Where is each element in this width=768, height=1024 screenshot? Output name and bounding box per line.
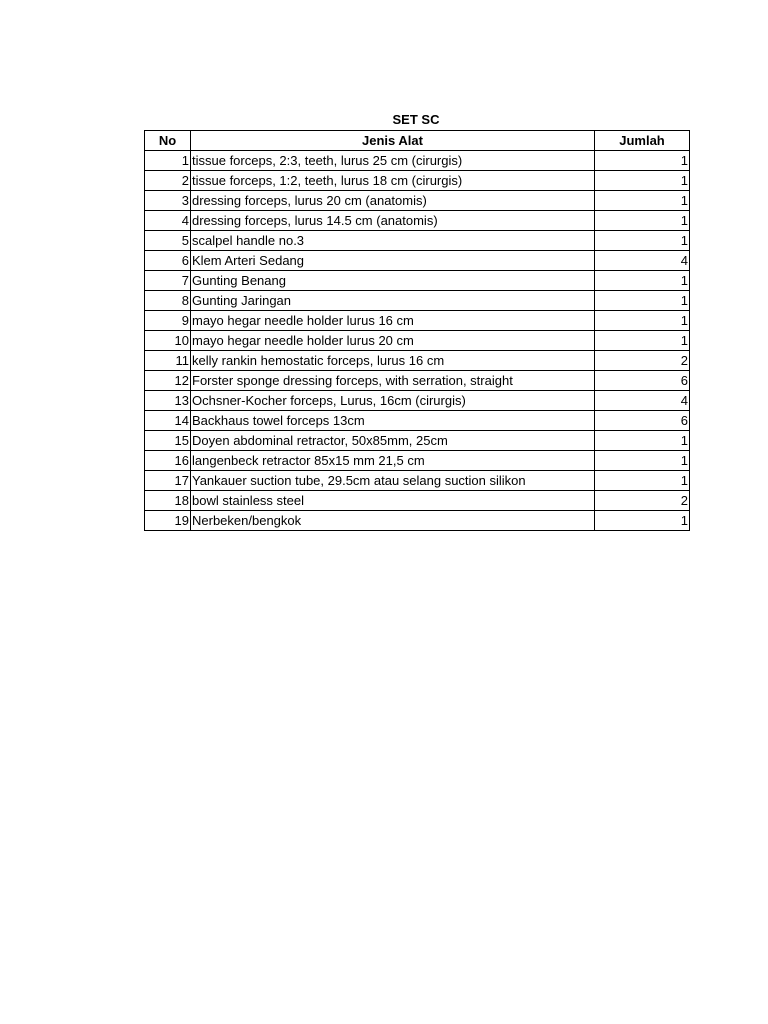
- item-qty-cell: 1: [595, 511, 690, 531]
- item-name-cell: Gunting Benang: [191, 271, 595, 291]
- table-row: [145, 151, 690, 171]
- row-number-cell: 2: [145, 171, 191, 191]
- item-qty-cell: 4: [595, 251, 690, 271]
- row-number-cell: 12: [145, 371, 191, 391]
- table-row: [145, 391, 690, 411]
- item-qty-cell: 1: [595, 211, 690, 231]
- row-number-cell: 6: [145, 251, 191, 271]
- item-name-cell: Gunting Jaringan: [191, 291, 595, 311]
- item-qty-cell: 1: [595, 151, 690, 171]
- table-row: [145, 251, 690, 271]
- item-name-cell: dressing forceps, lurus 20 cm (anatomis): [191, 191, 595, 211]
- item-qty-cell: 1: [595, 451, 690, 471]
- item-qty-cell: 1: [595, 431, 690, 451]
- table-row: [145, 411, 690, 431]
- row-number-cell: 8: [145, 291, 191, 311]
- table-row: [145, 191, 690, 211]
- table-row: [145, 471, 690, 491]
- table-row: [145, 511, 690, 531]
- table-row: [145, 311, 690, 331]
- item-name-cell: mayo hegar needle holder lurus 20 cm: [191, 331, 595, 351]
- table-header-row: [145, 131, 690, 151]
- table-row: [145, 331, 690, 351]
- item-name-cell: tissue forceps, 2:3, teeth, lurus 25 cm (cirurgis): [191, 151, 595, 171]
- row-number-cell: 1: [145, 151, 191, 171]
- table-row: [145, 351, 690, 371]
- item-qty-cell: 2: [595, 491, 690, 511]
- row-number-cell: 7: [145, 271, 191, 291]
- item-name-cell: tissue forceps, 1:2, teeth, lurus 18 cm (cirurgis): [191, 171, 595, 191]
- item-qty-cell: 6: [595, 371, 690, 391]
- row-number-cell: 9: [145, 311, 191, 331]
- item-name-cell: bowl stainless steel: [191, 491, 595, 511]
- item-qty-cell: 1: [595, 311, 690, 331]
- row-number-cell: 18: [145, 491, 191, 511]
- item-name-cell: Ochsner-Kocher forceps, Lurus, 16cm (cirurgis): [191, 391, 595, 411]
- row-number-cell: 16: [145, 451, 191, 471]
- table-row: [145, 491, 690, 511]
- item-qty-cell: 1: [595, 271, 690, 291]
- item-name-cell: Nerbeken/bengkok: [191, 511, 595, 531]
- row-number-cell: 5: [145, 231, 191, 251]
- item-qty-cell: 1: [595, 231, 690, 251]
- table-body: [145, 151, 690, 531]
- instrument-table: [144, 130, 690, 531]
- row-number-cell: 17: [145, 471, 191, 491]
- column-header-qty: Jumlah: [595, 131, 690, 151]
- row-number-cell: 11: [145, 351, 191, 371]
- item-qty-cell: 6: [595, 411, 690, 431]
- item-qty-cell: 1: [595, 331, 690, 351]
- table-row: [145, 231, 690, 251]
- item-name-cell: scalpel handle no.3: [191, 231, 595, 251]
- item-qty-cell: 1: [595, 471, 690, 491]
- item-qty-cell: 4: [595, 391, 690, 411]
- item-name-cell: Backhaus towel forceps 13cm: [191, 411, 595, 431]
- item-name-cell: dressing forceps, lurus 14.5 cm (anatomis): [191, 211, 595, 231]
- column-header-no: No: [145, 131, 191, 151]
- item-qty-cell: 1: [595, 291, 690, 311]
- row-number-cell: 15: [145, 431, 191, 451]
- item-name-cell: Forster sponge dressing forceps, with serration, straight: [191, 371, 595, 391]
- item-name-cell: Klem Arteri Sedang: [191, 251, 595, 271]
- item-qty-cell: 1: [595, 171, 690, 191]
- table-row: [145, 371, 690, 391]
- table-row: [145, 211, 690, 231]
- row-number-cell: 3: [145, 191, 191, 211]
- page-title: SET SC: [392, 112, 440, 127]
- row-number-cell: 4: [145, 211, 191, 231]
- row-number-cell: 14: [145, 411, 191, 431]
- table-row: [145, 171, 690, 191]
- table-row: [145, 451, 690, 471]
- row-number-cell: 10: [145, 331, 191, 351]
- item-qty-cell: 2: [595, 351, 690, 371]
- row-number-cell: 13: [145, 391, 191, 411]
- row-number-cell: 19: [145, 511, 191, 531]
- item-name-cell: mayo hegar needle holder lurus 16 cm: [191, 311, 595, 331]
- item-qty-cell: 1: [595, 191, 690, 211]
- item-name-cell: Yankauer suction tube, 29.5cm atau selang suction silikon: [191, 471, 595, 491]
- item-name-cell: langenbeck retractor 85x15 mm 21,5 cm: [191, 451, 595, 471]
- column-header-name: Jenis Alat: [191, 131, 595, 151]
- item-name-cell: Doyen abdominal retractor, 50x85mm, 25cm: [191, 431, 595, 451]
- table-row: [145, 271, 690, 291]
- item-name-cell: kelly rankin hemostatic forceps, lurus 16 cm: [191, 351, 595, 371]
- table-row: [145, 431, 690, 451]
- table-row: [145, 291, 690, 311]
